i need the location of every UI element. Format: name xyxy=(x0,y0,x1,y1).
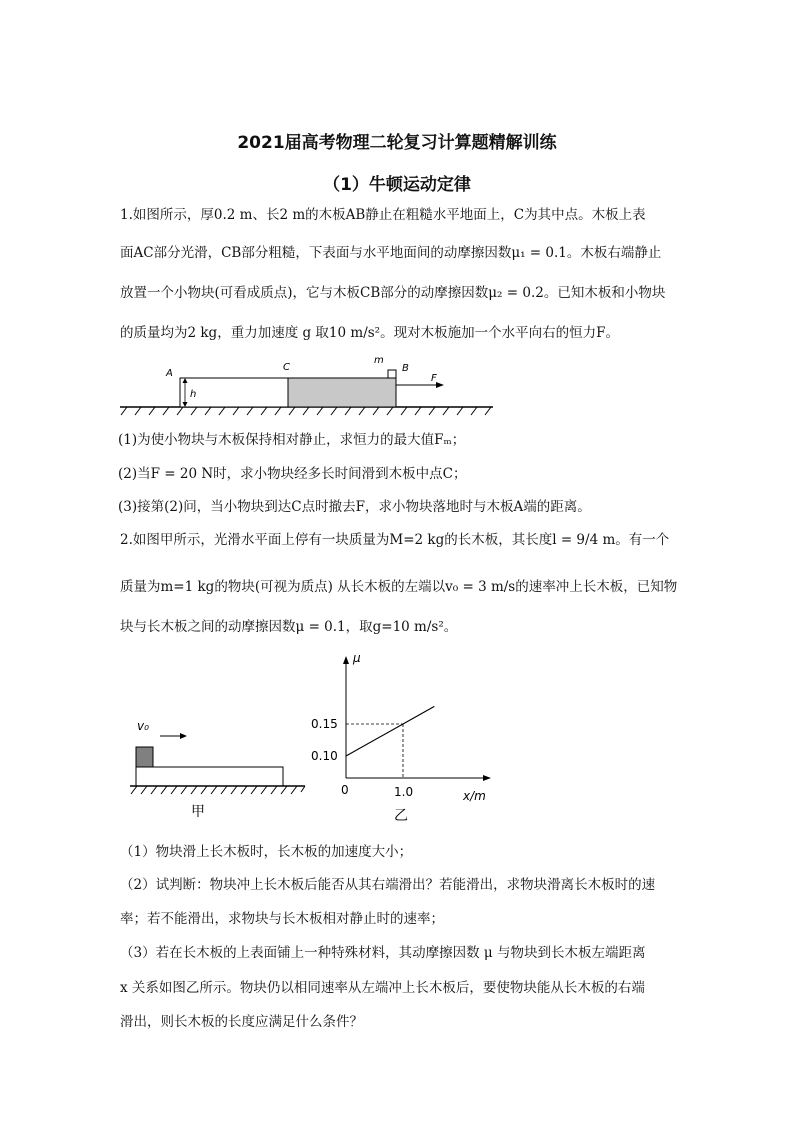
y-axis-label: μ xyxy=(353,651,361,665)
p2-line-2: 质量为m=1 kg的物块(可视为质点) 从长木板的左端以v₀ = 3 m/s的速率冲上长木板，已知物 xyxy=(120,579,678,595)
p2-line-1: 2.如图甲所示，光滑水平面上停有一块质量为M=2 kg的长木板，其长度l = 9/4 m。有一个 xyxy=(120,532,670,548)
label-m: m xyxy=(374,355,384,366)
paper-title: 2021届高考物理二轮复习计算题精解训练 xyxy=(237,133,557,153)
p1-question-2: (2)当F = 20 N时，求小物块经多长时间滑到木板中点C； xyxy=(118,466,467,482)
p2-question-3-a: （3）若在长木板的上表面铺上一种特殊材料，其动摩擦因数 μ 与物块到长木板左端距离 xyxy=(120,945,646,961)
origin-label: 0 xyxy=(341,783,349,797)
p1-question-3: (3)接第(2)问，当小物块到达C点时撤去F，求小物块落地时与木板A端的距离。 xyxy=(118,499,591,515)
plank-figure xyxy=(115,355,500,420)
long-board xyxy=(136,767,283,786)
series-line xyxy=(346,706,434,756)
p1-line-1: 1.如图所示，厚0.2 m、长2 m的木板AB静止在粗糙水平地面上，C为其中点。木板上表 xyxy=(120,207,646,223)
p2-question-3-c: 滑出，则长木板的长度应满足什么条件？ xyxy=(120,1014,363,1030)
x-axis-label: x/m xyxy=(463,789,486,803)
mu-x-chart xyxy=(305,648,505,828)
caption-yi: 乙 xyxy=(394,808,408,824)
label-B: B xyxy=(402,363,409,374)
label-C: C xyxy=(283,362,290,373)
p1-line-2: 面AC部分光滑，CB部分粗糙，下表面与水平地面间的动摩擦因数μ₁ = 0.1。木板右端静止 xyxy=(120,245,662,261)
label-v0: v₀ xyxy=(137,719,149,733)
p1-line-3: 放置一个小物块(可看成质点)，它与木板CB部分的动摩擦因数μ₂ = 0.2。已知木板和小物块 xyxy=(120,285,666,301)
ground-hatching xyxy=(131,786,305,794)
p2-question-2-b: 率；若不能滑出，求物块与长木板相对静止时的速率； xyxy=(120,911,444,927)
figure-jia xyxy=(125,712,310,827)
label-A: A xyxy=(166,368,173,379)
x-axis-arrow xyxy=(483,775,491,781)
ground-hatching xyxy=(121,407,491,415)
x-tick-label: 1.0 xyxy=(394,785,414,799)
y-tick-label: 0.10 xyxy=(311,749,338,763)
small-block xyxy=(388,370,396,378)
plank-rough-part xyxy=(288,378,396,407)
label-F: F xyxy=(431,373,437,384)
label-h: h xyxy=(190,389,197,400)
p1-question-1: (1)为使小物块与木板保持相对静止，求恒力的最大值Fₘ； xyxy=(118,432,466,448)
block-m xyxy=(136,747,153,767)
y-tick-label: 0.15 xyxy=(311,717,338,731)
p2-question-3-b: x 关系如图乙所示。物块仍以相同速率从左端冲上长木板后，要使物块能从长木板的右端 xyxy=(120,980,645,996)
section-title: （1）牛顿运动定律 xyxy=(323,175,471,195)
p1-line-4: 的质量均为2 kg，重力加速度 g 取10 m/s²。现对木板施加一个水平向右的恒力F。 xyxy=(120,325,619,341)
y-axis-arrow xyxy=(343,656,349,664)
p2-question-2-a: （2）试判断：物块冲上长木板后能否从其右端滑出？若能滑出，求物块滑离长木板时的速 xyxy=(120,877,656,893)
p2-question-1: （1）物块滑上长木板时，长木板的加速度大小； xyxy=(120,844,413,860)
caption-jia: 甲 xyxy=(191,804,205,820)
p2-line-3: 块与长木板之间的动摩擦因数μ = 0.1，取g=10 m/s²。 xyxy=(120,619,458,635)
